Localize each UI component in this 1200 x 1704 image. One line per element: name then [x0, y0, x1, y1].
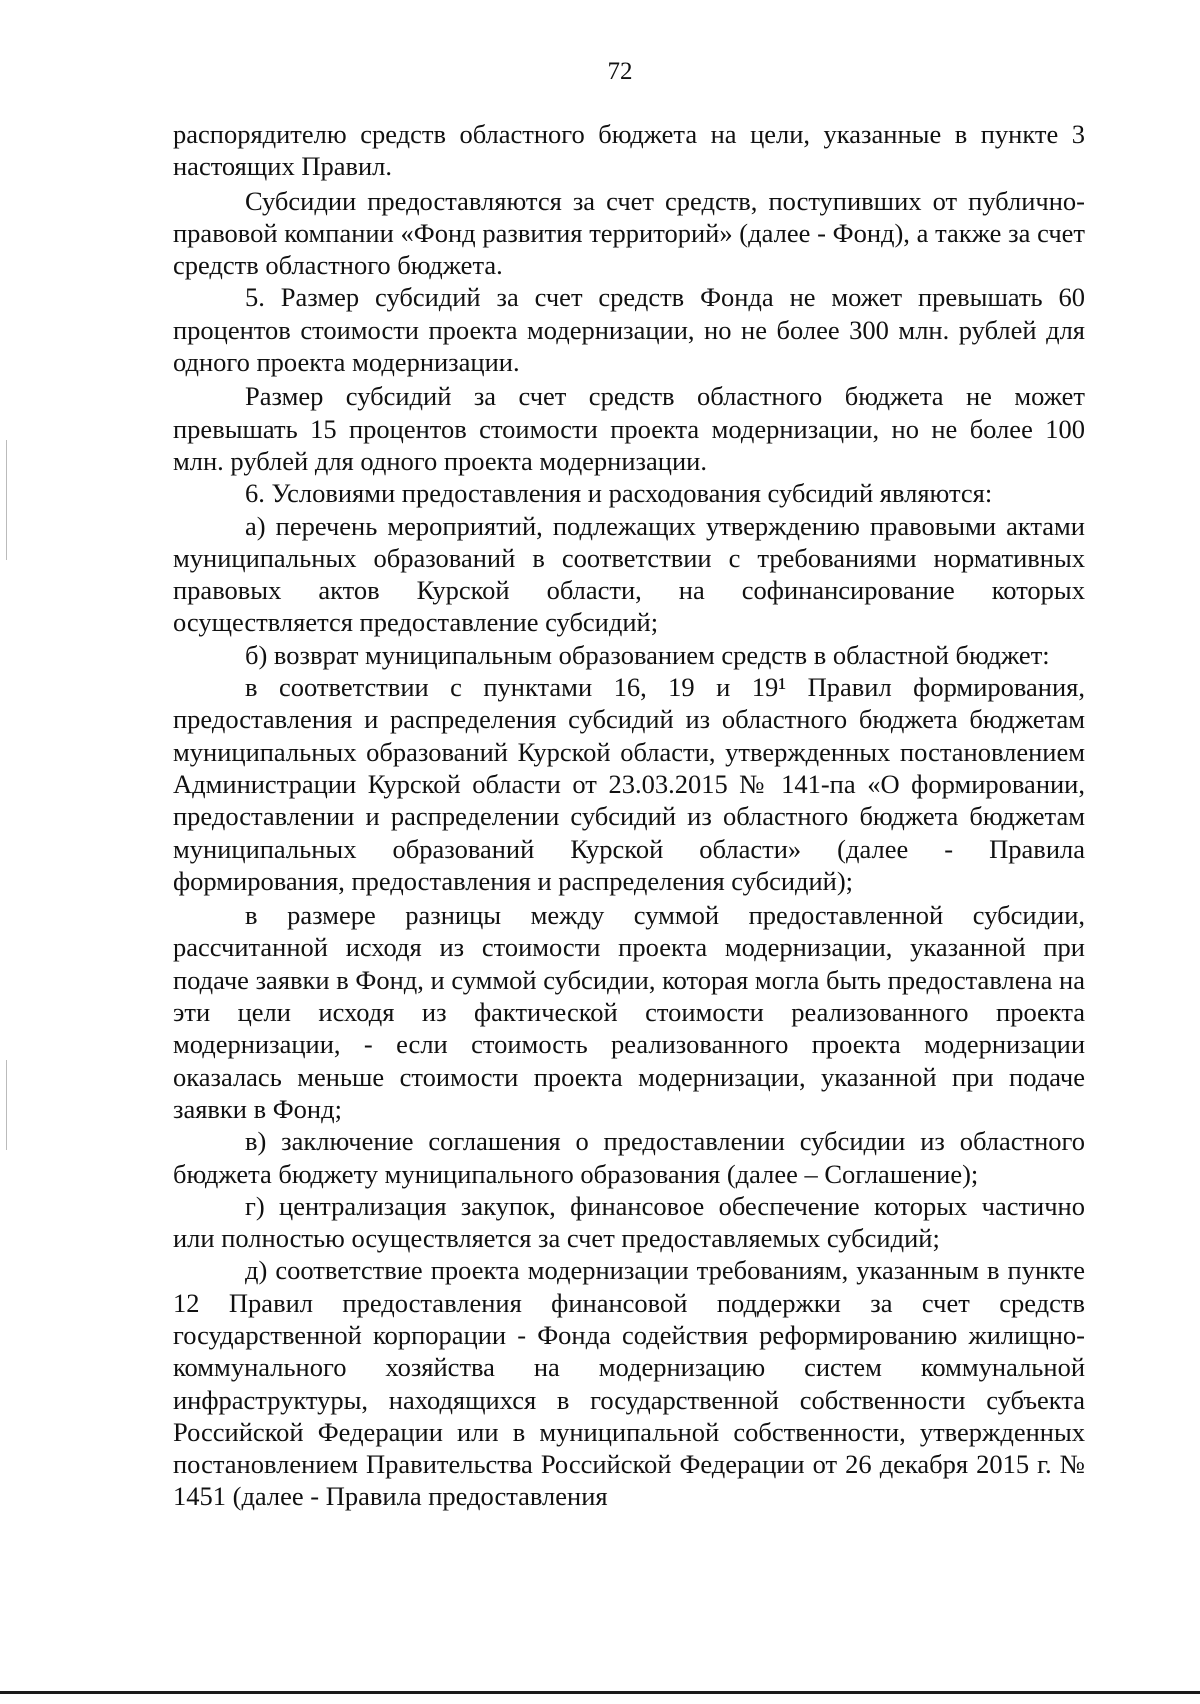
- paragraph-item-6a: а) перечень мероприятий, подлежащих утверждению правовыми актами муниципальных образований в соответствии с требованиями нормативных правовых актов Курской области, на софинансирование которых осуществляется предоставление субсидий;: [173, 510, 1085, 638]
- paragraph-continuation: распорядителю средств областного бюджета на цели, указанные в пункте 3 настоящих Правил.: [173, 119, 1085, 182]
- scan-artifact-line: [6, 1060, 7, 1150]
- paragraph-regional-budget-limit: Размер субсидий за счет средств областного бюджета не может превышать 15 процентов стоимости проекта модернизации, но не более 100 млн. рублей для одного проекта модернизации.: [173, 381, 1085, 476]
- page-number: 72: [607, 58, 633, 85]
- scan-artifact-line: [6, 440, 7, 560]
- paragraph-item-6d: д) соответствие проекта модернизации требованиям, указанным в пункте 12 Правил предоставления финансовой поддержки за счет средств государственной корпорации - Фонда содействия реформированию жилищно-коммунального хозяйства на модернизацию систем коммунальной инфраструктуры, находящихся в государственной собственности субъекта Российской Федерации или в муниципальной собственности, утвержденных постановлением Правительства Российской Федерации от 26 декабря 2015 г. № 1451 (далее - Правила предоставления: [173, 1255, 1085, 1512]
- paragraph-subsidy-source: Субсидии предоставляются за счет средств, поступивших от публично-правовой компании «Фонд развития территорий» (далее - Фонд), а также за счет средств областного бюджета.: [173, 185, 1085, 281]
- paragraph-item-6v: в) заключение соглашения о предоставлении субсидии из областного бюджета бюджету муниципального образования (далее – Соглашение);: [173, 1126, 1085, 1189]
- paragraph-item-6b-difference: в размере разницы между суммой предоставленной субсидии, рассчитанной исходя из стоимости проекта модернизации, указанной при подаче заявки в Фонд, и суммой субсидии, которая могла быть предоставлена на эти цели исходя из фактической стоимости реализованного проекта модернизации, - если стоимость реализованного проекта модернизации оказалась меньше стоимости проекта модернизации, указанной при подаче заявки в Фонд;: [173, 900, 1085, 1124]
- document-body: [173, 118, 1085, 1513]
- paragraph-item-6: 6. Условиями предоставления и расходования субсидий являются:: [245, 478, 993, 509]
- paragraph-item-6b-rules: в соответствии с пунктами 16, 19 и 19¹ Правил формирования, предоставления и распределения субсидий из областного бюджета бюджетам муниципальных образований Курской области, утвержденных постановлением Администрации Курской области от 23.03.2015 № 141-па «О формировании, предоставлении и распределении субсидий из областного бюджета бюджетам муниципальных образований Курской области» (далее - Правила формирования, предоставления и распределения субсидий);: [173, 672, 1085, 896]
- paragraph-item-6g: г) централизация закупок, финансовое обеспечение которых частично или полностью осуществляется за счет предоставляемых субсидий;: [173, 1190, 1085, 1254]
- scan-bottom-edge: [0, 1691, 1200, 1694]
- paragraph-item-6b: б) возврат муниципальным образованием средств в областной бюджет:: [245, 639, 1050, 670]
- paragraph-item-5: 5. Размер субсидий за счет средств Фонда не может превышать 60 процентов стоимости проекта модернизации, но не более 300 млн. рублей для одного проекта модернизации.: [173, 282, 1085, 378]
